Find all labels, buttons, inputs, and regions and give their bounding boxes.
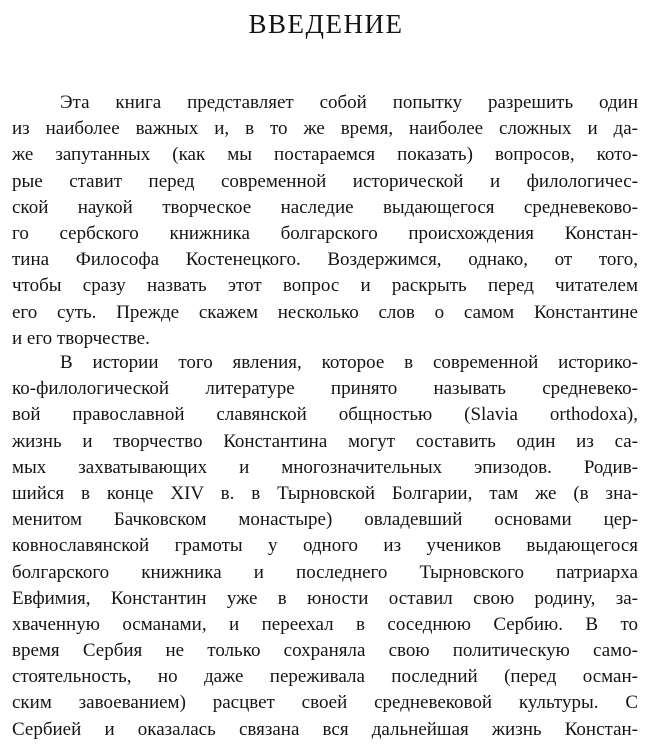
text-line: шийся в конце XIV в. в Тырновской Болгарии, там же (в зна- [12,482,638,504]
paragraph-1 [12,90,638,352]
text-line: Эта книга представляет собой попытку разрешить один [60,92,638,113]
text-line: ковнославянской грамоты у одного из учеников выдающегося [12,535,638,557]
text-line: рые ставит перед современной исторической и филологичес- [12,170,638,192]
text-line: Евфимия, Константин уже в юности оставил свою родину, за- [12,587,638,609]
paragraph-2 [12,350,638,743]
text-line: мых захватывающих и многозначительных эпизодов. Родив- [12,456,638,478]
text-line: его суть. Прежде скажем несколько слов о самом Константине [12,301,638,323]
text-line: стоятельность, но даже переживала последний (перед осман- [12,666,638,688]
text-line: го сербского книжника болгарского происхождения Констан- [12,222,638,244]
text-line: хваченную османами, и переехал в соседнюю Сербию. В то [12,613,638,635]
text-line: ской наукой творческое наследие выдающегося средневеково- [12,196,638,218]
text-line: время Сербия не только сохраняла свою политическую само- [12,640,638,662]
text-line: вой православной славянской общностью (Slavia orthodoxa), [12,404,638,426]
text-line: же запутанных (как мы постараемся показать) вопросов, кото- [12,144,638,166]
text-line: ко-филологической литературе принято называть средневеко- [12,378,638,400]
text-line: из наиболее важных и, в то же время, наиболее сложных и да- [12,118,638,140]
text-line: жизнь и творчество Константина могут составить один из са- [12,430,638,452]
text-line: Сербией и оказалась связана вся дальнейшая жизнь Констан- [12,718,638,740]
chapter-title: ВВЕДЕНИЕ [248,9,404,39]
text-line: менитом Бачковском монастыре) овладевший основами цер- [12,509,638,531]
text-line: чтобы сразу назвать этот вопрос и раскрыть перед читателем [12,275,638,297]
text-line: ским завоеванием) расцвет своей средневековой культуры. С [12,692,638,714]
text-line: болгарского книжника и последнего Тырновского патриарха [12,561,638,583]
text-line: В истории того явления, которое в современной историко- [60,352,638,373]
text-line: и его творчестве. [12,327,150,349]
text-line: тина Философа Костенецкого. Воздержимся, однако, от того, [12,249,638,271]
